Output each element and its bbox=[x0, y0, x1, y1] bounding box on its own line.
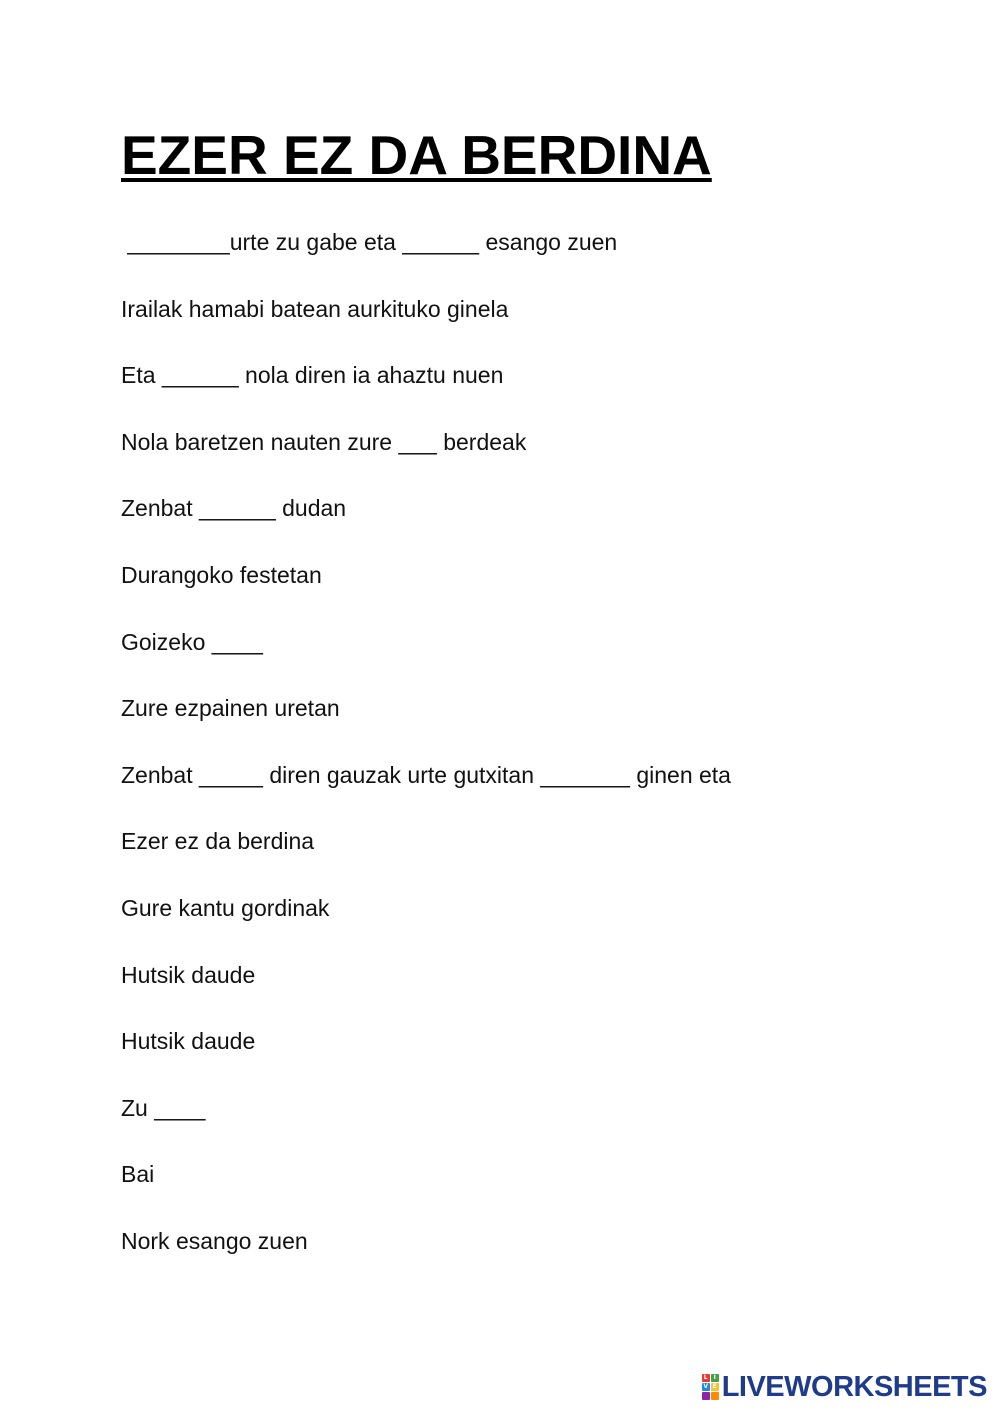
lyric-line: Nola baretzen nauten zure ___ berdeak bbox=[121, 428, 527, 455]
lyric-line: Zenbat ______ dudan bbox=[121, 495, 347, 522]
lyric-line: ________urte zu gabe eta ______ esango zuen bbox=[121, 229, 618, 255]
logo-tile: I bbox=[711, 1374, 719, 1382]
logo-text: LIVEWORKSHEETS bbox=[721, 1370, 987, 1403]
lyric-line: Goizeko ____ bbox=[121, 628, 263, 655]
logo-tile: V bbox=[703, 1383, 709, 1390]
lyric-line: Hutsik daude bbox=[121, 961, 256, 988]
worksheet-title: EZER EZ DA BERDINA bbox=[121, 124, 712, 186]
lyric-line: Irailak hamabi batean aurkituko ginela bbox=[121, 295, 509, 322]
lyric-line: Zure ezpainen uretan bbox=[121, 695, 340, 722]
logo-tile bbox=[702, 1392, 710, 1400]
lyric-line: Zenbat _____ diren gauzak urte gutxitan _______ ginen eta bbox=[121, 761, 731, 788]
lyrics-lines bbox=[121, 226, 731, 1292]
lyric-line: Durangoko festetan bbox=[121, 561, 322, 588]
liveworksheets-logo bbox=[702, 1370, 987, 1404]
lyric-line: Hutsik daude bbox=[121, 1028, 256, 1055]
lyric-line: Zu ____ bbox=[121, 1094, 206, 1121]
logo-tile: L bbox=[702, 1374, 710, 1382]
logo-tile: E bbox=[712, 1383, 717, 1390]
lyric-line: Eta ______ nola diren ia ahaztu nuen bbox=[121, 362, 504, 389]
lyric-line: Nork esango zuen bbox=[121, 1227, 308, 1254]
lyric-line: Bai bbox=[121, 1161, 155, 1188]
lyric-line: Ezer ez da berdina bbox=[121, 828, 315, 855]
lyric-line: Gure kantu gordinak bbox=[121, 894, 330, 921]
liveworksheets-logo-icon bbox=[702, 1374, 719, 1400]
logo-tile bbox=[711, 1392, 719, 1400]
